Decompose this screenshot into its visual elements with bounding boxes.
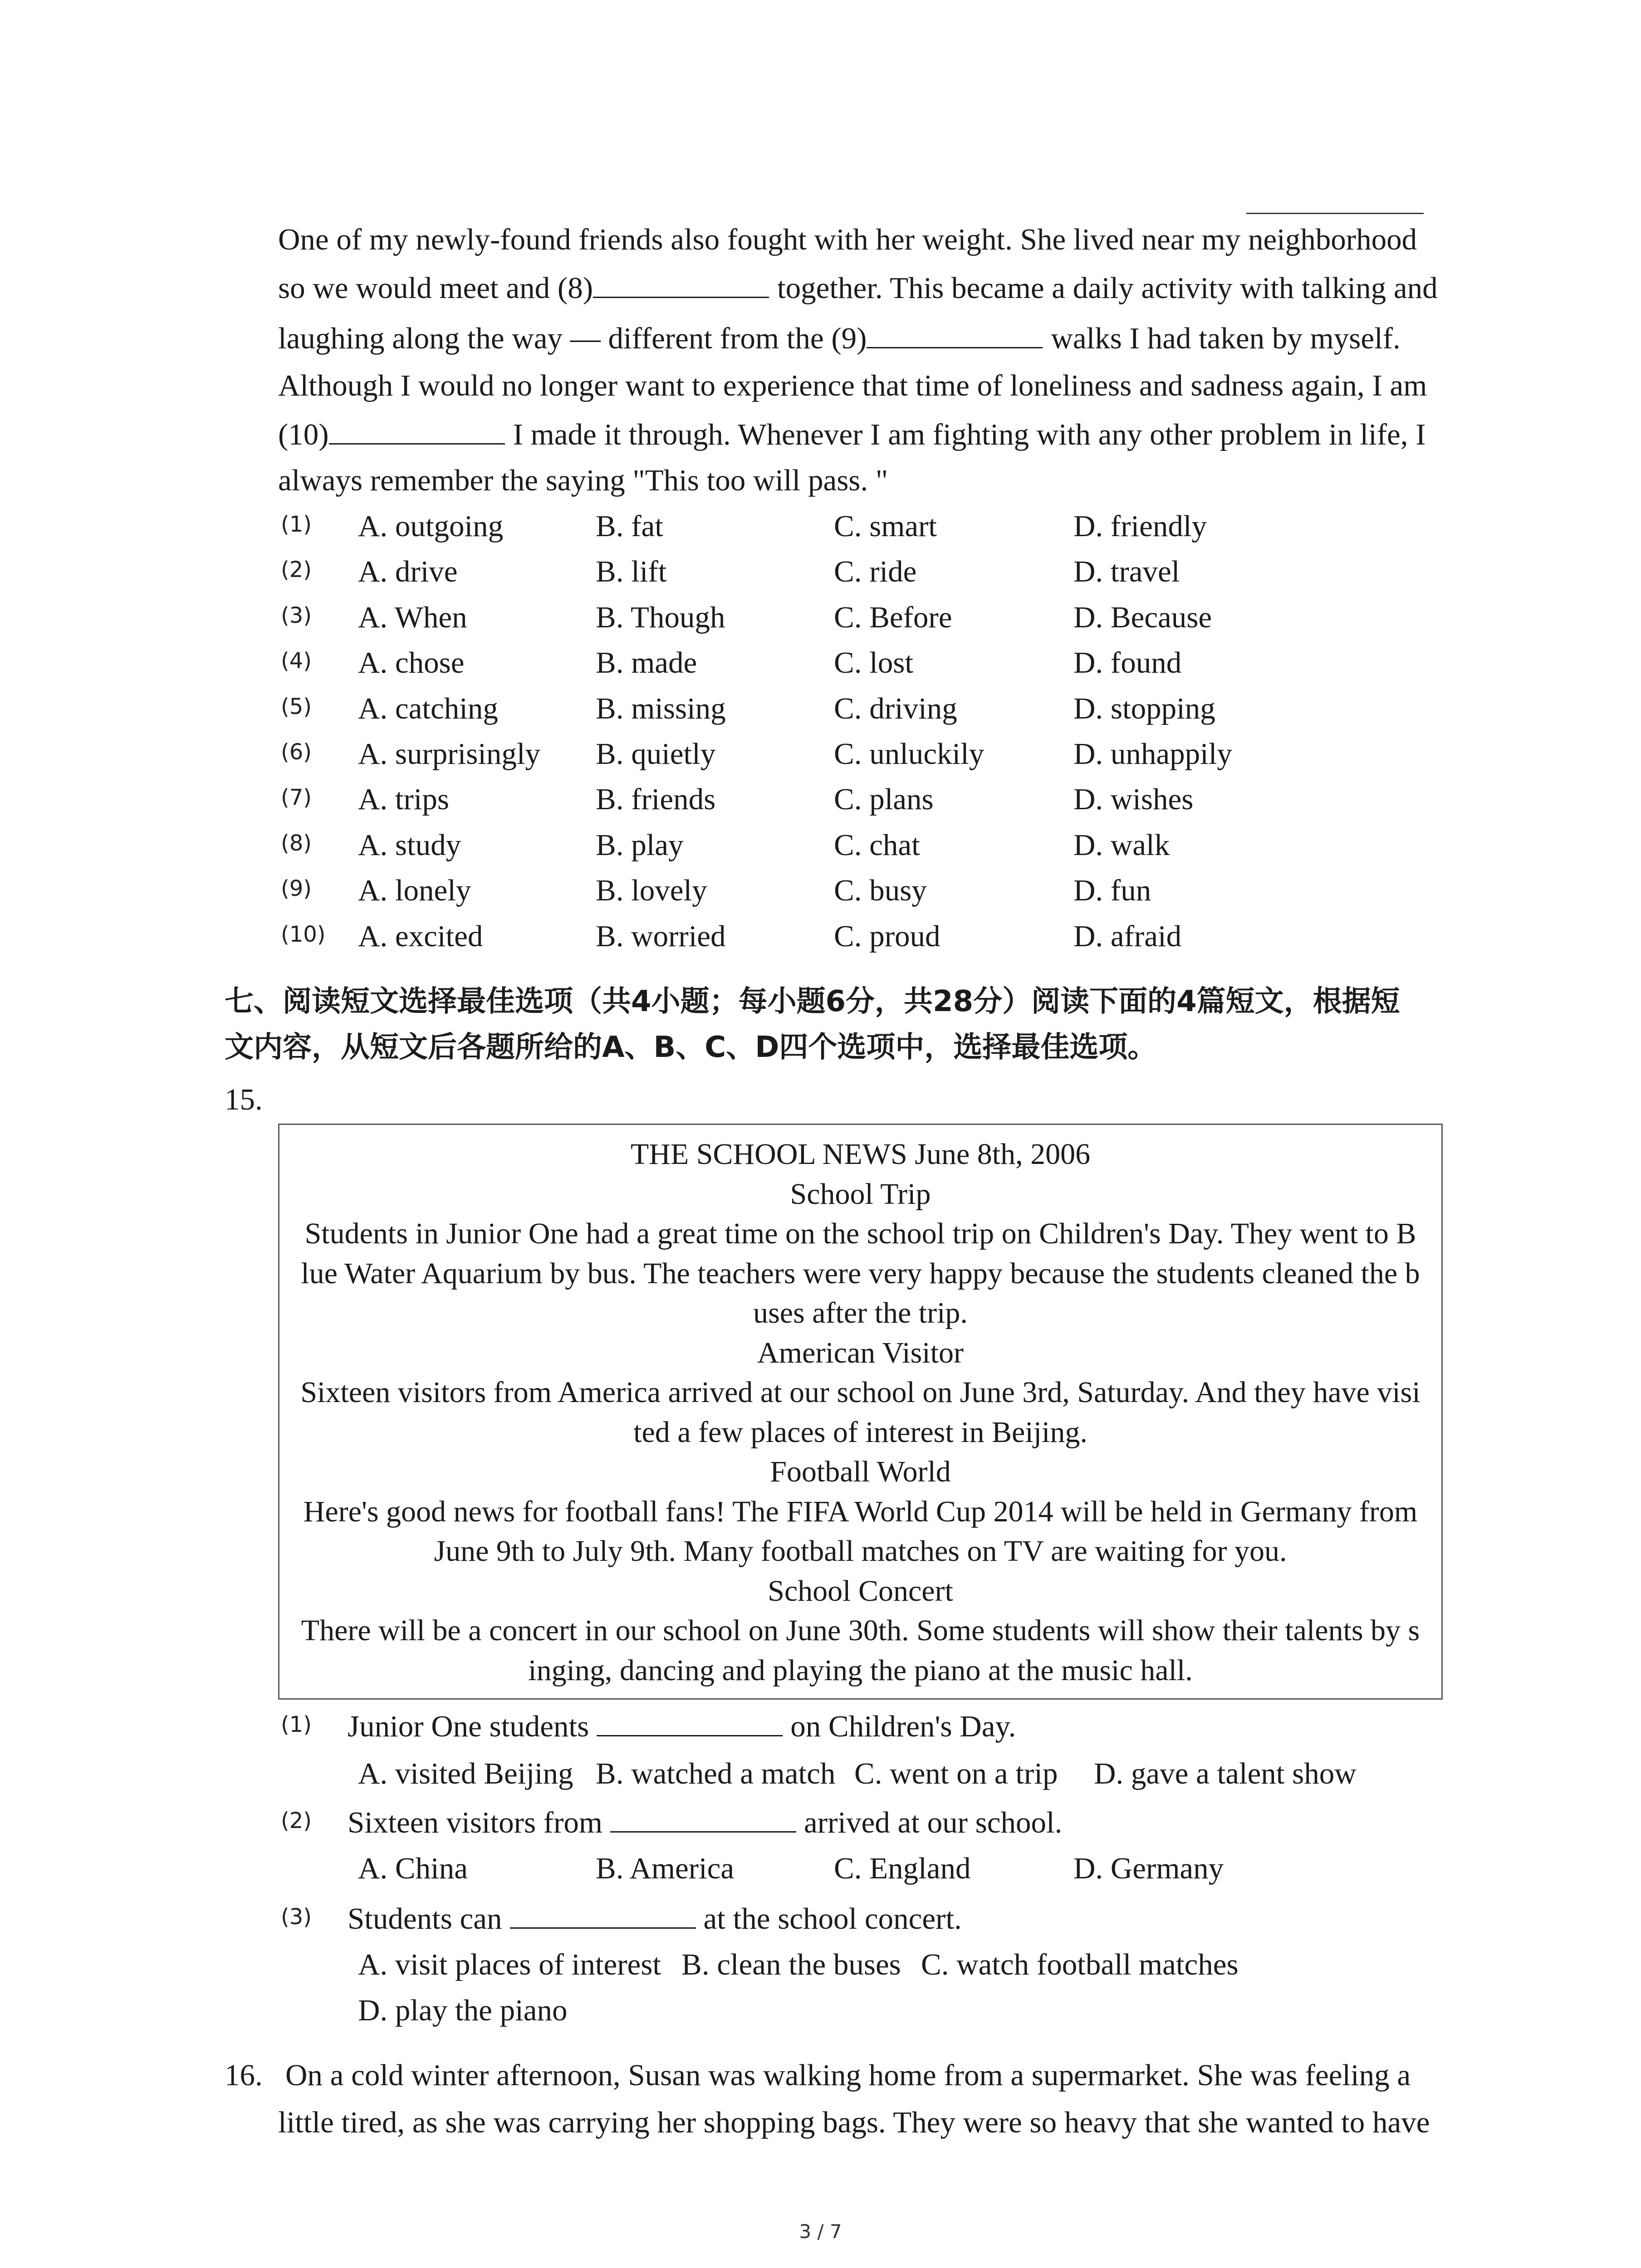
passage-line — [278, 221, 1417, 258]
news-line: Here's good news for football fans! The FIFA World Cup 2014 will be held in Germany from — [303, 1495, 1418, 1528]
stem-text: at the school concert. — [703, 1902, 962, 1936]
sub-question-options — [0, 1992, 1641, 2028]
news-line: lue Water Aquarium by bus. The teachers were very happy because the students cleaned the b — [301, 1256, 1420, 1290]
option-d: D. found — [1073, 646, 1182, 679]
news-line: Sixteen visitors from America arrived at our school on June 3rd, Saturday. And they have visi — [300, 1376, 1421, 1409]
option-b: B. made — [596, 646, 697, 679]
question-number: 15. — [225, 1083, 263, 1116]
passage-text: One of my newly-found friends also fought with her weight. She lived near my neighborhood — [278, 223, 1417, 256]
option-number: (2) — [281, 557, 312, 582]
news-line: uses after the trip. — [753, 1296, 968, 1330]
stem-text: Sixteen visitors from — [348, 1806, 603, 1839]
stem-text: Junior One students — [348, 1710, 589, 1743]
carryover-blank-line — [1246, 213, 1424, 214]
option-b: B. Though — [596, 601, 725, 634]
cloze-option-row — [0, 736, 1641, 772]
option-c: C. ride — [834, 555, 917, 588]
stem-text: Students can — [348, 1902, 502, 1936]
option-b: B. lovely — [596, 874, 707, 907]
option-c: C. plans — [834, 782, 934, 816]
option-b: B. fat — [596, 509, 663, 543]
option-d: D. wishes — [1073, 782, 1194, 816]
option-c: C. went on a trip — [854, 1757, 1058, 1790]
cloze-option-row — [0, 918, 1641, 954]
answer-blank — [610, 1828, 796, 1833]
sub-question — [0, 1901, 1641, 1937]
option-d: D. afraid — [1073, 919, 1182, 953]
news-title: THE SCHOOL NEWS June 8th, 2006 — [630, 1138, 1091, 1171]
stem-text: arrived at our school. — [804, 1806, 1063, 1839]
question-number: 16. — [225, 2058, 263, 2092]
section-heading: 文内容，从短文后各题所给的A、B、C、D四个选项中，选择最佳选项。 — [225, 1031, 1157, 1064]
option-c: C. watch football matches — [921, 1948, 1239, 1981]
passage-text: (10) — [278, 418, 329, 451]
answer-blank — [510, 1924, 696, 1929]
option-b: B. friends — [596, 782, 716, 816]
option-c: C. chat — [834, 828, 920, 862]
news-line: Students in Junior One had a great time on the school trip on Children's Day. They went to B — [304, 1217, 1416, 1250]
option-d: D. travel — [1073, 555, 1180, 588]
sub-question — [0, 1804, 1641, 1841]
option-b: B. lift — [596, 555, 667, 588]
option-a: A. trips — [358, 782, 449, 816]
passage-text: Although I would no longer want to experience that time of loneliness and sadness again, I am — [278, 369, 1427, 402]
option-a: A. When — [358, 601, 467, 634]
option-d: D. friendly — [1073, 509, 1207, 543]
passage-text: walks I had taken by myself. — [1051, 322, 1401, 355]
answer-blank-9 — [867, 343, 1043, 348]
sub-question-number: (2) — [281, 1808, 312, 1833]
cloze-option-row — [0, 645, 1641, 681]
passage-line — [278, 462, 888, 499]
option-d: D. unhappily — [1073, 737, 1232, 771]
q16-text-line: little tired, as she was carrying her shopping bags. They were so heavy that she wanted to have — [278, 2106, 1430, 2139]
sub-question-options — [0, 1850, 1641, 1887]
answer-blank-10 — [329, 440, 505, 445]
option-b: B. clean the buses — [681, 1948, 901, 1981]
option-d: D. gave a talent show — [1094, 1757, 1357, 1790]
news-section-football-world — [304, 1452, 1418, 1571]
question-stem — [348, 1708, 1016, 1745]
question-stem — [348, 1804, 1062, 1841]
option-d: D. play the piano — [358, 1994, 568, 2027]
option-a: A. China — [358, 1852, 468, 1885]
cloze-option-row — [0, 827, 1641, 863]
option-a: A. visited Beijing — [358, 1757, 573, 1790]
news-section-american-visitor — [300, 1333, 1420, 1452]
option-c: C. driving — [834, 692, 957, 725]
stem-text: on Children's Day. — [790, 1710, 1016, 1743]
option-a: A. visit places of interest — [358, 1948, 661, 1981]
passage-line — [278, 320, 1401, 357]
news-line: ted a few places of interest in Beijing. — [633, 1415, 1087, 1449]
option-a: A. excited — [358, 919, 483, 953]
option-d: D. fun — [1073, 874, 1151, 907]
cloze-option-row — [0, 599, 1641, 635]
option-a: A. surprisingly — [358, 737, 540, 771]
passage-text: laughing along the way — different from the (9) — [278, 322, 867, 355]
cloze-option-row — [0, 508, 1641, 544]
option-b: B. worried — [596, 919, 726, 953]
news-section-school-trip — [301, 1174, 1420, 1333]
option-a: A. study — [358, 828, 461, 862]
option-a: A. chose — [358, 646, 465, 679]
option-number: (6) — [281, 739, 312, 765]
page-number: 3 / 7 — [799, 2220, 842, 2243]
passage-text: I made it through. Whenever I am fighting with any other problem in life, I — [513, 418, 1426, 451]
passage-text: so we would meet and (8) — [278, 271, 593, 305]
option-number: (9) — [281, 876, 312, 901]
option-number: (10) — [281, 922, 326, 947]
option-number: (1) — [281, 512, 312, 537]
option-c: C. unluckily — [834, 737, 985, 771]
q16-text-line: On a cold winter afternoon, Susan was walking home from a supermarket. She was feeling a — [285, 2058, 1411, 2092]
option-c: C. busy — [834, 874, 927, 907]
news-box — [278, 1124, 1443, 1700]
option-number: (7) — [281, 785, 312, 810]
option-c: C. England — [834, 1852, 971, 1885]
news-line: June 9th to July 9th. Many football matches on TV are waiting for you. — [434, 1535, 1287, 1568]
option-b: B. play — [596, 828, 684, 862]
sub-question — [0, 1708, 1641, 1745]
option-number: (3) — [281, 603, 312, 628]
option-b: B. missing — [596, 692, 726, 725]
option-a: A. drive — [358, 555, 458, 588]
section-heading: 七、阅读短文选择最佳选项（共4小题；每小题6分，共28分）阅读下面的4篇短文，根据短 — [225, 985, 1400, 1018]
cloze-option-row — [0, 553, 1641, 590]
option-number: (8) — [281, 831, 312, 856]
question-stem — [348, 1901, 962, 1937]
sub-question-options — [0, 1755, 1641, 1792]
news-line: inging, dancing and playing the piano at the music hall. — [528, 1653, 1193, 1687]
news-section-school-concert — [301, 1571, 1420, 1691]
cloze-option-row — [0, 872, 1641, 909]
passage-line — [278, 416, 1426, 453]
passage-text: always remember the saying "This too will pass. " — [278, 464, 888, 497]
passage-line — [278, 270, 1438, 306]
option-d: D. Germany — [1073, 1852, 1224, 1885]
answer-blank — [597, 1731, 783, 1736]
option-c: C. proud — [834, 919, 941, 953]
option-a: A. catching — [358, 692, 498, 725]
cloze-option-row — [0, 781, 1641, 817]
option-a: A. lonely — [358, 874, 471, 907]
answer-blank-8 — [593, 293, 769, 298]
option-d: D. Because — [1073, 601, 1212, 634]
option-b: B. watched a match — [596, 1757, 836, 1790]
option-b: B. America — [596, 1852, 735, 1885]
option-a: A. outgoing — [358, 509, 504, 543]
option-c: C. smart — [834, 509, 937, 543]
sub-question-number: (3) — [281, 1904, 312, 1930]
option-c: C. lost — [834, 646, 913, 679]
passage-line — [278, 367, 1427, 404]
option-number: (5) — [281, 694, 312, 719]
news-section-heading: Football World — [770, 1455, 951, 1488]
passage-text: together. This became a daily activity with talking and — [777, 271, 1438, 305]
sub-question-options — [0, 1946, 1641, 1983]
cloze-option-row — [0, 690, 1641, 727]
option-b: B. quietly — [596, 737, 716, 771]
news-section-heading: American Visitor — [757, 1336, 964, 1369]
news-line: There will be a concert in our school on June 30th. Some students will show their talents by s — [301, 1614, 1420, 1647]
option-number: (4) — [281, 648, 312, 674]
sub-question-number: (1) — [281, 1712, 312, 1737]
news-section-heading: School Concert — [768, 1574, 953, 1608]
option-c: C. Before — [834, 601, 952, 634]
option-d: D. walk — [1073, 828, 1170, 862]
option-d: D. stopping — [1073, 692, 1215, 725]
news-section-heading: School Trip — [790, 1177, 931, 1211]
